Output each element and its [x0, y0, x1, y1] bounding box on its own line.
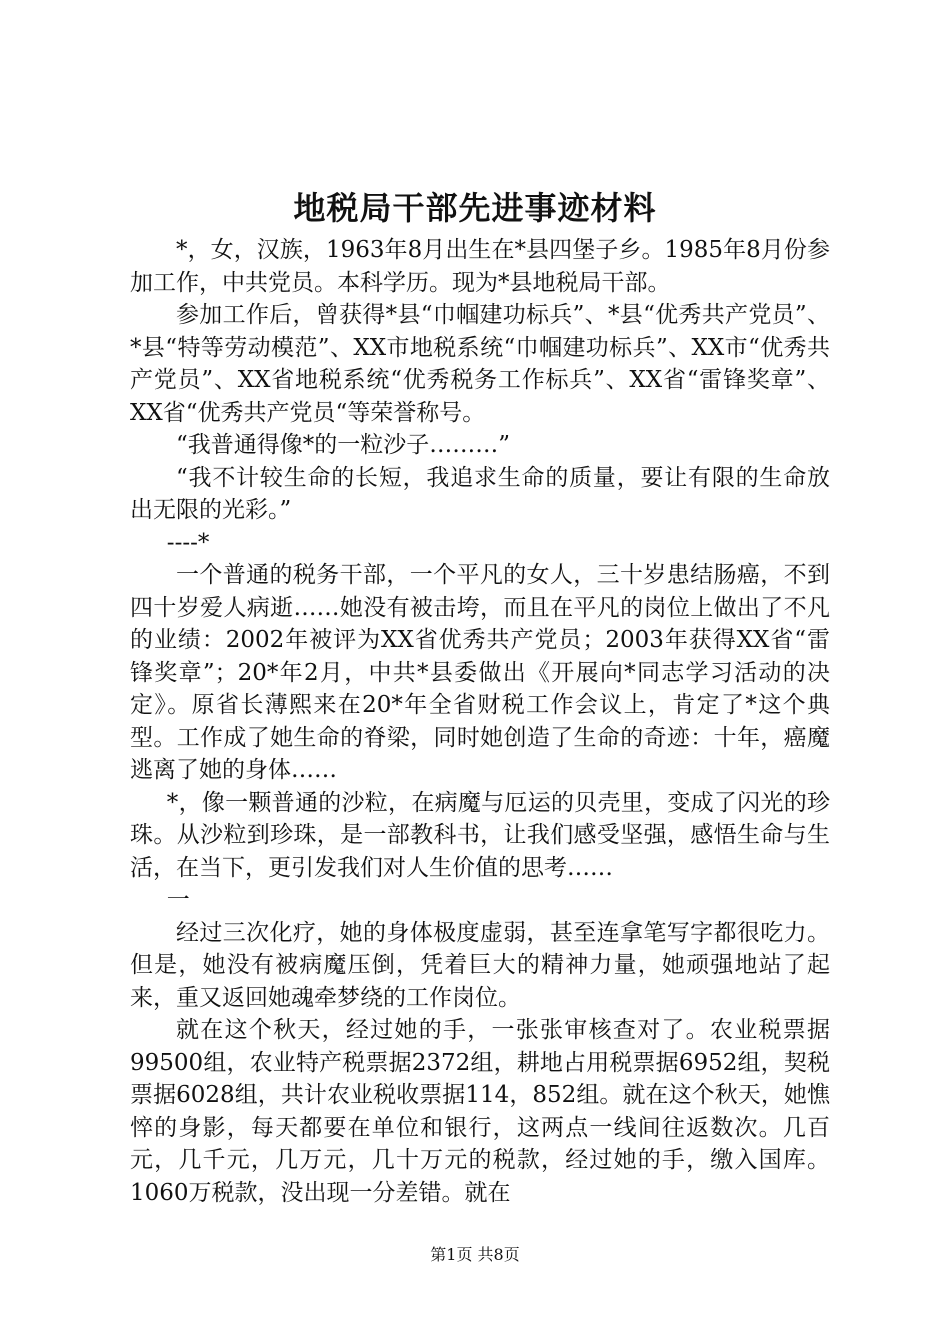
document-title: 地税局干部先进事迹材料	[293, 189, 657, 227]
paragraph-pearl: *，像一颗普通的沙粒，在病魔与厄运的贝壳里，变成了闪光的珍珠。从沙粒到珍珠，是一部教科书，让我们感受坚强，感悟生命与生活，在当下，更引发我们对人生价值的思考……	[130, 789, 830, 881]
paragraph-quote-sand: “我普通得像*的一粒沙子………”	[176, 432, 511, 458]
paragraph-biography: *，女，汉族，1963年8月出生在*县四堡子乡。1985年8月份参加工作，中共党员。本科学历。现为*县地税局干部。	[130, 237, 830, 296]
paragraph-honors: 参加工作后，曾获得*县“巾帼建功标兵”、*县“优秀共产党员”、*县“特等劳动模范”、XX市地税系统“巾帼建功标兵”、XX市“优秀共产党员”、XX省地税系统“优秀税务工作标兵”、XX省“雷锋奖章”、XX省“优秀共产党员“等荣誉称号。	[130, 302, 830, 426]
paragraph-quote-attribution: ----*	[166, 529, 210, 556]
paragraph-chemotherapy: 经过三次化疗，她的身体极度虚弱，甚至连拿笔写字都很吃力。但是，她没有被病魔压倒，凭着巨大的精神力量，她顽强地站了起来，重又返回她魂牵梦绕的工作岗位。	[130, 919, 830, 1011]
section-heading-one: 一	[166, 887, 190, 913]
paragraph-quote-life: “我不计较生命的长短，我追求生命的质量，要让有限的生命放出无限的光彩。”	[130, 464, 830, 523]
paragraph-summary: 一个普通的税务干部，一个平凡的女人，三十岁患结肠癌，不到四十岁爱人病逝……她没有被击垮，而且在平凡的岗位上做出了不凡的业绩：2002年被评为XX省优秀共产党员；2003年获得XX省“雷锋奖章”；20*年2月，中共*县委做出《开展向*同志学习活动的决定》。原省长薄熙来在20*年全省财税工作会议上，肯定了*这个典型。工作成了她生命的脊梁，同时她创造了生命的奇迹：十年，癌魔逃离了她的身体……	[130, 562, 830, 783]
page-footer: 第1页 共8页	[430, 1245, 520, 1264]
document-body	[130, 234, 830, 1209]
paragraph-autumn: 就在这个秋天，经过她的手，一张张审核查对了。农业税票据99500组，农业特产税票据2372组，耕地占用税票据6952组，契税票据6028组，共计农业税收票据114，852组。就在这个秋天，她憔悴的身影，每天都要在单位和银行，这两点一线间往返数次。几百元，几千元，几万元，几十万元的税款，经过她的手，缴入国库。1060万税款，没出现一分差错。就在	[130, 1017, 830, 1206]
